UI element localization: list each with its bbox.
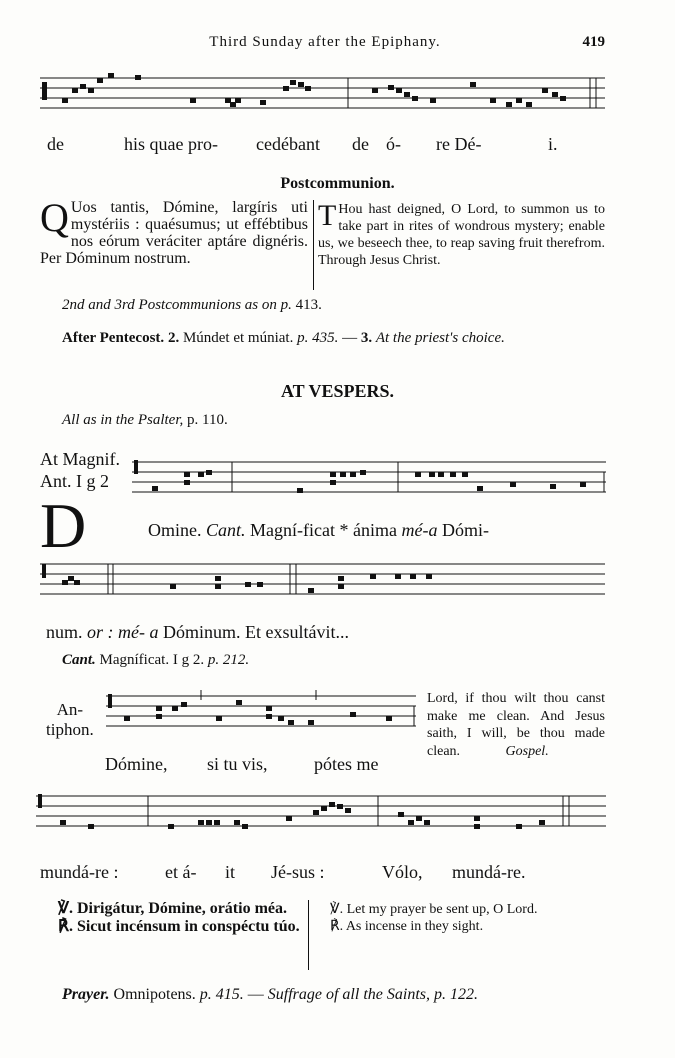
postcommunion-english-text: Hou hast deigned, O Lord, to summon us to take part in rites of wondrous mystery; enable us, we beseech thee, to reap saving fruit therefrom. Through Jesus Christ. xyxy=(318,202,605,268)
psalter-note: All as in the Psalter, p. 110. xyxy=(62,412,228,428)
magnificat-line-1: Omine. Cant. Magní-ficat * ánima mé-a Dómi- xyxy=(148,520,489,540)
postcommunions-note: 2nd and 3rd Postcommunions as on p. 413. xyxy=(62,297,322,313)
lyric-syllable: his quae pro- xyxy=(124,134,218,154)
canticle-note: Cant. Magníficat. I g 2. p. 212. xyxy=(62,652,250,668)
after-pentecost-note: After Pentecost. 2. Múndet et múniat. p. 435. — 3. At the priest's choice. xyxy=(62,330,505,346)
antiphon-english: Lord, if thou wilt thou canst make me clean. And Jesus saith, I will, be thou made clean. Gospel. xyxy=(427,691,605,759)
versicle-english xyxy=(314,901,606,935)
chant-staff-1 xyxy=(40,72,605,118)
postcommunion-latin-text: Uos tantis, Dómine, largíris uti mystériis : quaésumus; ut effébtibus nos eórum veráciter aptáre dignéris. Per Dóminum nostrum. xyxy=(40,199,308,267)
drop-cap: Q xyxy=(40,195,69,240)
lyric-syllable: Jé-sus : xyxy=(271,862,325,882)
vespers-heading: AT VESPERS. xyxy=(280,381,395,401)
column-divider xyxy=(308,900,309,970)
lyric-syllable: ó- xyxy=(386,134,401,154)
lyric-syllable: de xyxy=(352,134,369,154)
prayer-note: Prayer. Omnipotens. p. 415. — Suffrage of all the Saints, p. 122. xyxy=(62,986,478,1003)
chant-staff-5 xyxy=(36,790,606,852)
versicle: ℣. Dirigátur, Dómine, orátio méa. xyxy=(58,900,287,917)
lyric-syllable: et á- xyxy=(165,862,197,882)
postcommunion-latin xyxy=(40,195,308,267)
antiphon-initial: D xyxy=(40,490,87,561)
lyric-syllable: it xyxy=(225,862,236,882)
lyric-syllable: si tu vis, xyxy=(207,754,268,774)
response: ℟. Sicut incénsum in conspéctu túo. xyxy=(58,918,300,935)
running-header xyxy=(0,34,675,56)
page-number: 419 xyxy=(582,34,605,50)
lyric-syllable: re Dé- xyxy=(436,134,482,154)
postcommunion-english xyxy=(318,201,605,269)
chant-1-lyrics xyxy=(0,134,675,158)
antiphon-lyrics-2 xyxy=(0,862,675,886)
lyric-syllable: mundá-re : xyxy=(40,862,119,882)
chant-staff-4 xyxy=(106,690,416,736)
versicle-latin xyxy=(40,900,302,936)
response: ℟. As incense in they sight. xyxy=(330,919,484,934)
lyric-syllable: cedébant xyxy=(256,134,320,154)
antiphon-label: An- tiphon. xyxy=(46,700,94,739)
column-divider xyxy=(313,200,314,290)
lyric-syllable: mundá-re. xyxy=(452,862,526,882)
magnificat-line-2: num. or : mé- a Dóminum. Et exsultávit... xyxy=(46,622,349,642)
chant-staff-3 xyxy=(40,558,605,604)
lyric-syllable: i. xyxy=(548,134,558,154)
magnificat-label: At Magnif. Ant. I g 2 xyxy=(40,449,120,491)
lyric-syllable: Dómine, xyxy=(105,754,168,774)
chant-staff-2 xyxy=(132,456,606,496)
lyric-syllable: de xyxy=(47,134,64,154)
running-title: Third Sunday after the Epiphany. xyxy=(209,34,441,50)
postcommunion-heading: Postcommunion. xyxy=(280,175,395,192)
lyric-syllable: Vólo, xyxy=(382,862,423,882)
drop-cap: T xyxy=(318,199,337,232)
versicle: ℣. Let my prayer be sent up, O Lord. xyxy=(330,902,538,917)
lyric-syllable: pótes me xyxy=(314,754,379,774)
